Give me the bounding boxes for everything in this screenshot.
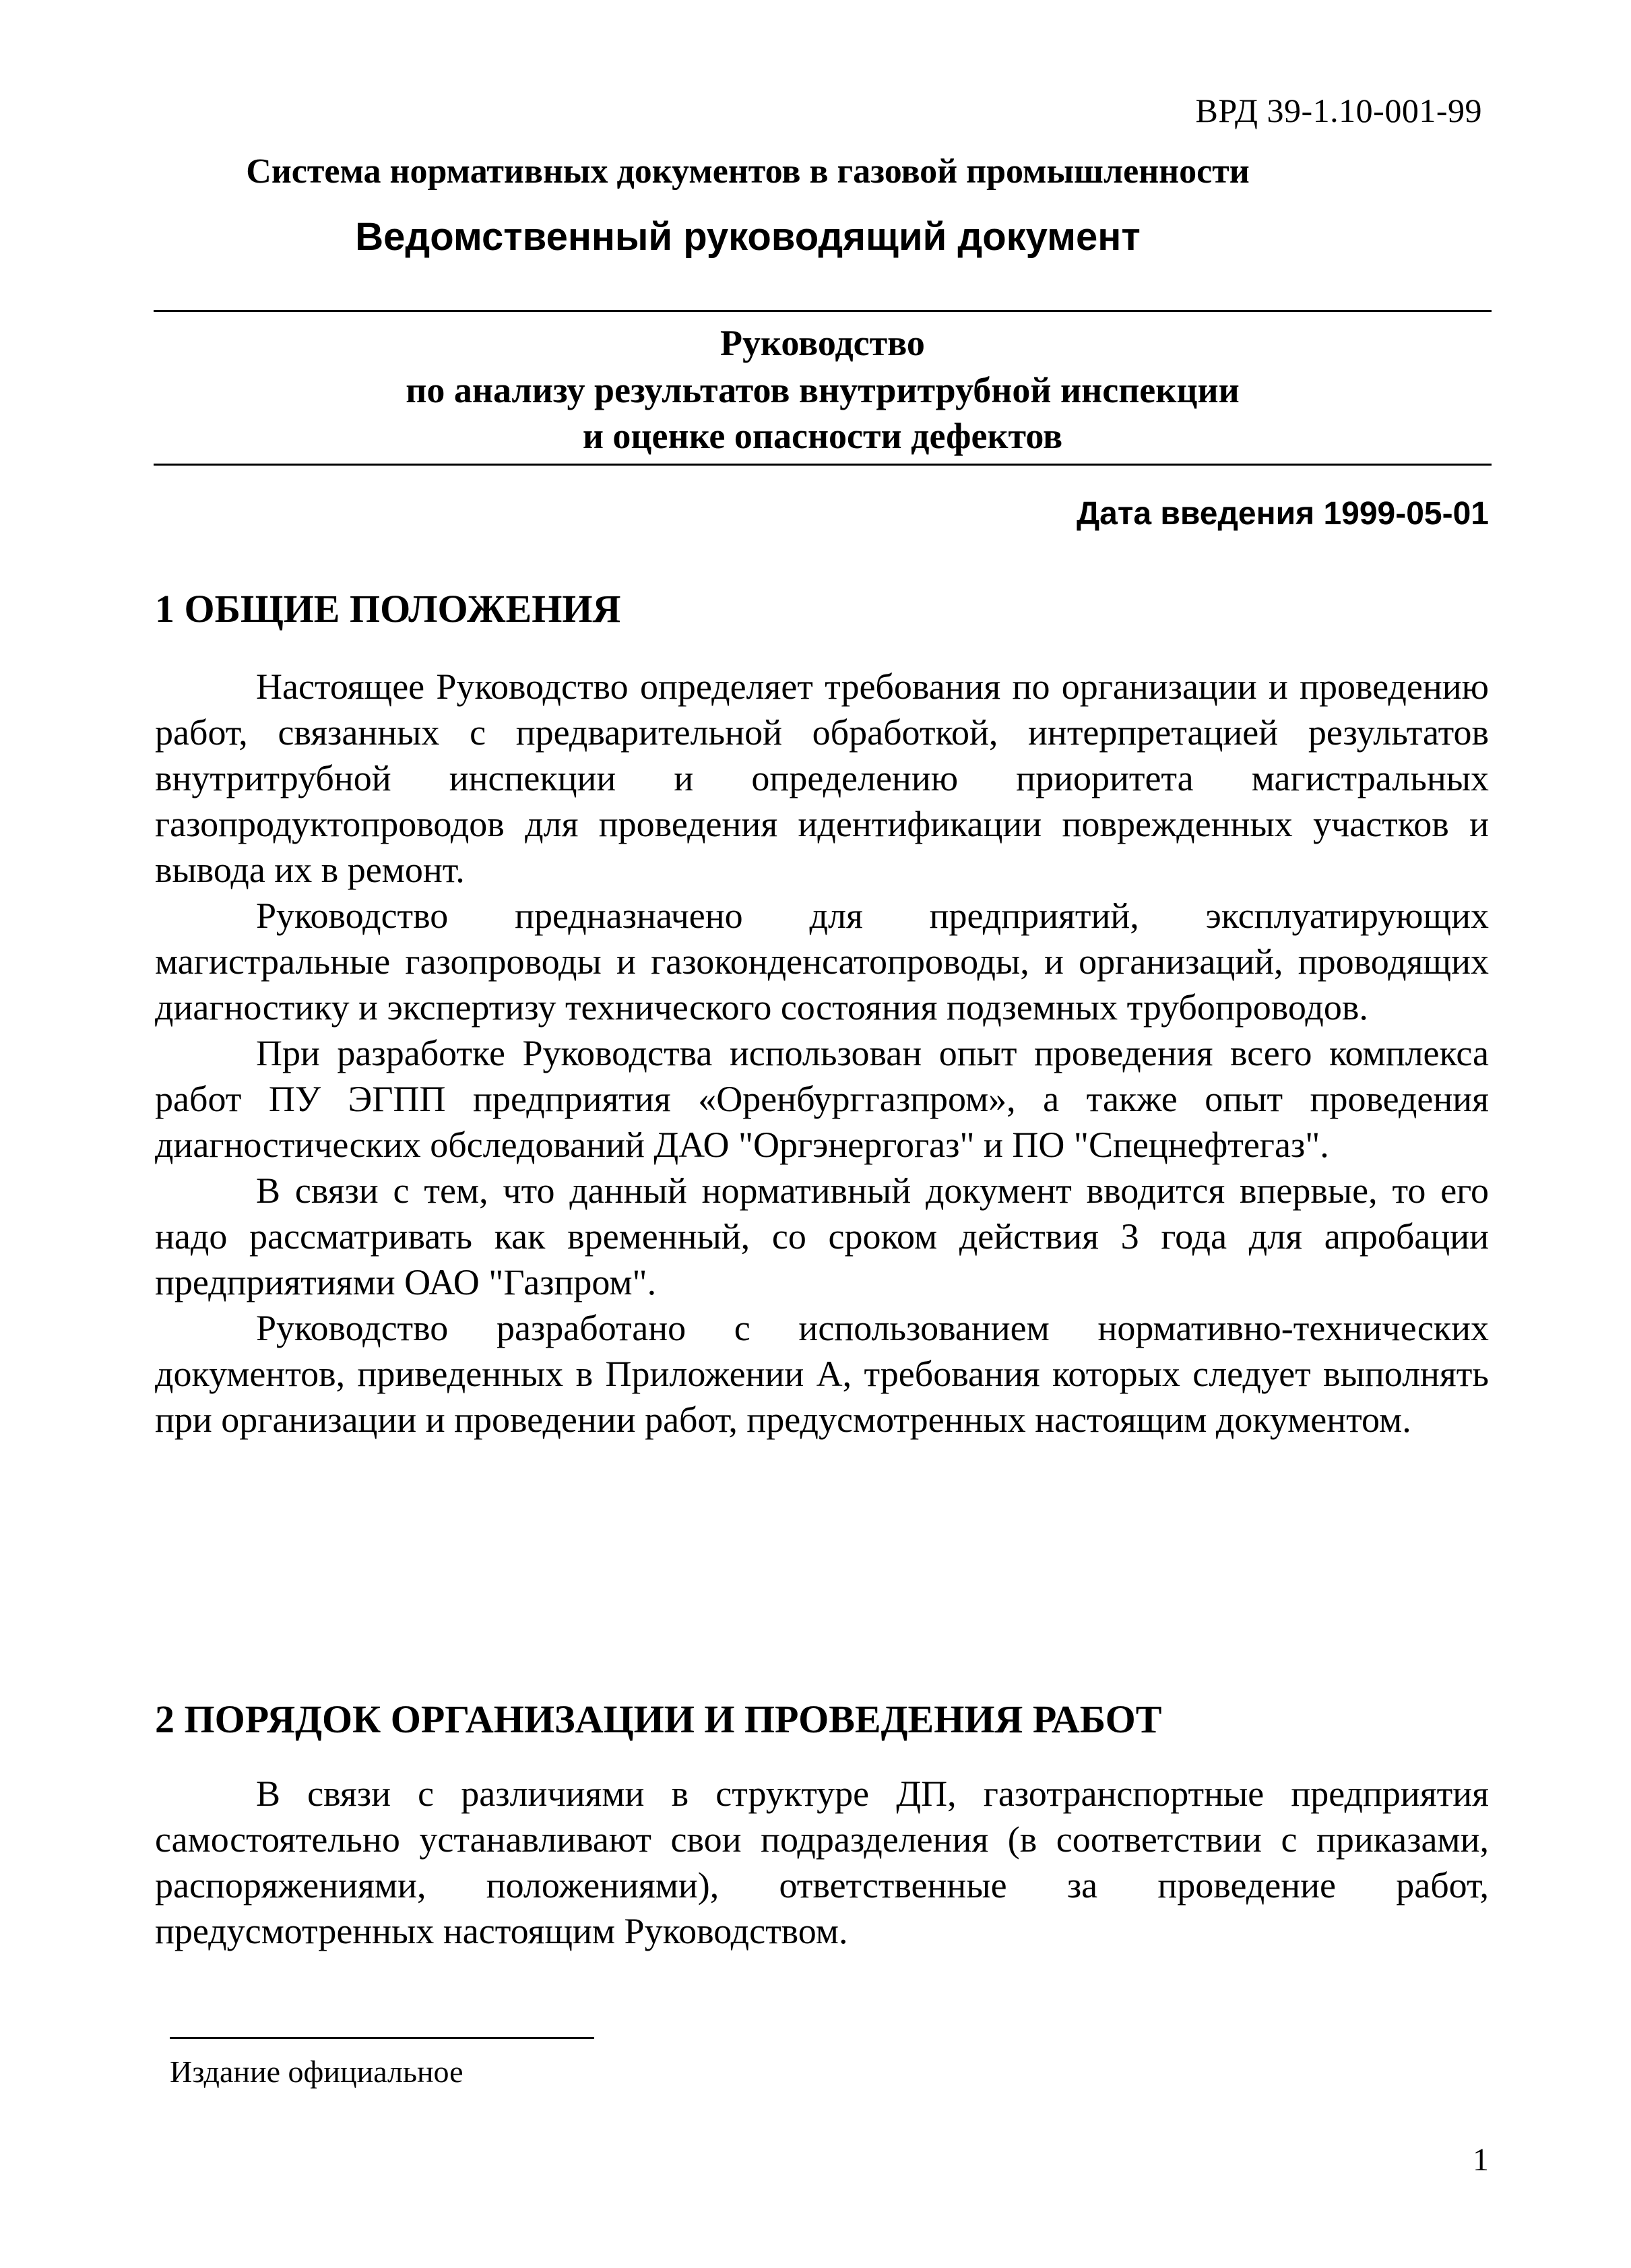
section-2-paragraph: В связи с различиями в структуре ДП, газотранспортные предприятия самостоятельно устанавливают свои подразделения (в соответствии с приказами, распоряжениями, положениями), ответственные за проведение работ, предусмотренных настоящим Руководством. [155,1773,1489,1951]
section-2-heading: 2 ПОРЯДОК ОРГАНИЗАЦИИ И ПРОВЕДЕНИЯ РАБОТ [155,1697,1162,1741]
section-1-body [155,664,1489,1443]
guide-title-line-3: и оценке опасности дефектов [582,416,1063,456]
footnote-rule [170,2037,594,2039]
section-1-heading: 1 ОБЩИЕ ПОЛОЖЕНИЯ [155,587,621,631]
guide-title-line-1: Руководство [720,323,925,363]
section-2-body [155,1771,1489,1954]
section-1-paragraph: Настоящее Руководство определяет требования по организации и проведению работ, связанных с предварительной обработкой, интерпретацией результатов внутритрубной инспекции и определению приоритета магистральных газопродуктопроводов для проведения идентификации поврежденных участков и вывода их в ремонт. [155,666,1489,890]
section-1-paragraph: При разработке Руководства использован опыт проведения всего комплекса работ ПУ ЭГПП предприятия «Оренбурггазпром», а также опыт проведения диагностических обследований ДАО "Оргэнергогаз" и ПО "Спецнефтегаз". [155,1033,1489,1165]
section-1-paragraph: Руководство разработано с использованием нормативно-технических документов, приведенных в Приложении А, требования которых следует выполнять при организации и проведении работ, предусмотренных настоящим документом. [155,1308,1489,1440]
title-bottom-rule [154,464,1492,466]
section-1-paragraph: В связи с тем, что данный нормативный документ вводится впервые, то его надо рассматривать как временный, со сроком действия 3 года для апробации предприятиями ОАО "Газпром". [155,1170,1489,1302]
page-number: 1 [1473,2142,1489,2178]
system-title: Система нормативных документов в газовой промышленности [246,152,1250,191]
document-code: ВРД 39-1.10-001-99 [1195,92,1482,129]
document-type: Ведомственный руководящий документ [355,215,1141,259]
guide-title-line-2: по анализу результатов внутритрубной инспекции [406,370,1240,410]
section-1-paragraph: Руководство предназначено для предприятий, эксплуатирующих магистральные газопроводы и газоконденсатопроводы, и организаций, проводящих диагностику и экспертизу технического состояния подземных трубопроводов. [155,895,1489,1028]
edition-note: Издание официальное [170,2054,463,2089]
title-top-rule [154,310,1492,312]
introduction-date: Дата введения 1999-05-01 [1076,496,1489,532]
